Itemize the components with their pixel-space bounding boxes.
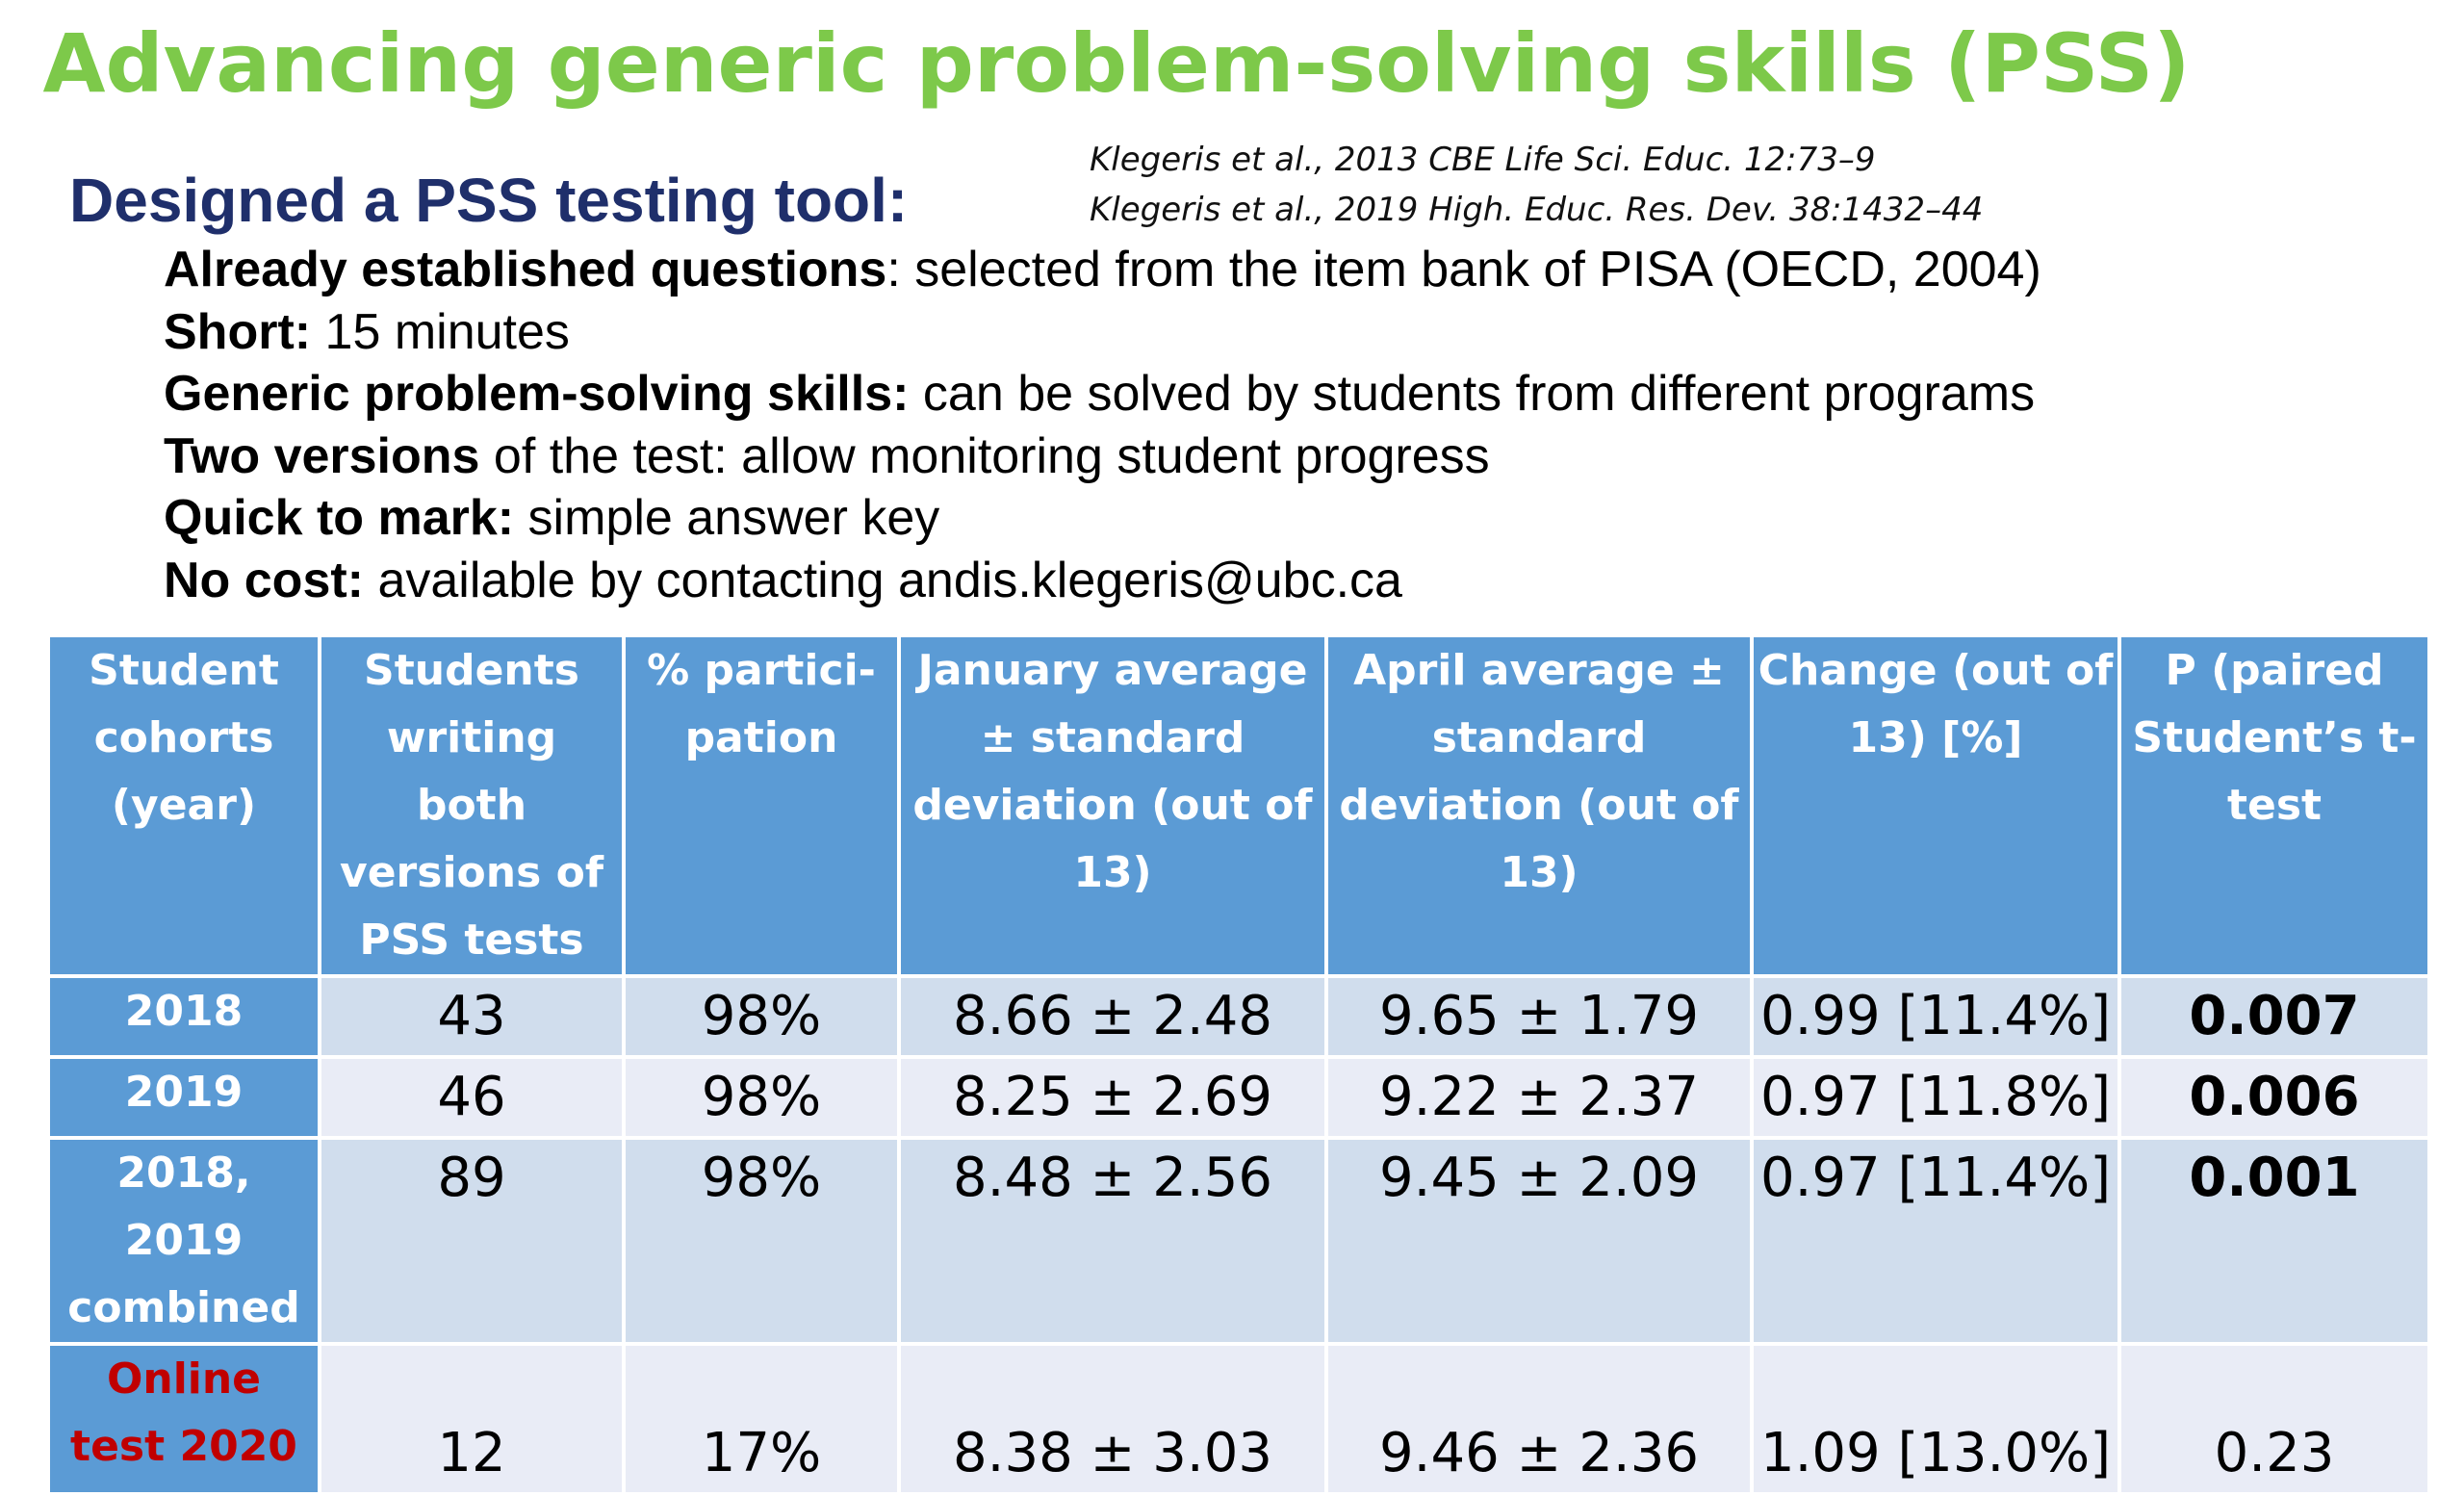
cohort-cell: 2018, 2019 combined bbox=[48, 1138, 320, 1344]
header-students: Students writing both versions of PSS tests bbox=[320, 635, 624, 976]
p-value-cell: 0.23 bbox=[2119, 1344, 2429, 1494]
cohort-cell: 2018 bbox=[48, 976, 320, 1057]
feature-label: Quick to mark: bbox=[164, 490, 515, 546]
change-cell: 0.97 [11.8%] bbox=[1752, 1057, 2119, 1138]
participation-cell: 98% bbox=[624, 1057, 899, 1138]
table-row bbox=[48, 1057, 2429, 1138]
feature-item bbox=[164, 239, 2041, 301]
participation-cell: 98% bbox=[624, 1138, 899, 1344]
feature-item bbox=[164, 363, 2041, 426]
cohort-cell-online: Online test 2020 bbox=[48, 1344, 320, 1494]
reference-2: Klegeris et al., 2019 High. Educ. Res. Dev. 38:1432–44 bbox=[1090, 191, 1984, 229]
april-cell: 9.45 ± 2.09 bbox=[1326, 1138, 1752, 1344]
table-row bbox=[48, 1344, 2429, 1494]
feature-label: Already established questions bbox=[164, 242, 887, 297]
feature-label: Short: bbox=[164, 303, 312, 360]
january-cell: 8.38 ± 3.03 bbox=[899, 1344, 1326, 1494]
students-cell: 12 bbox=[320, 1344, 624, 1494]
table-row bbox=[48, 1138, 2429, 1344]
feature-item bbox=[164, 426, 2041, 488]
april-cell: 9.65 ± 1.79 bbox=[1326, 976, 1752, 1057]
table-header-row bbox=[48, 635, 2429, 976]
participation-cell: 17% bbox=[624, 1344, 899, 1494]
references bbox=[1090, 135, 1983, 235]
p-value-cell: 0.006 bbox=[2119, 1057, 2429, 1138]
change-cell: 1.09 [13.0%] bbox=[1752, 1344, 2119, 1494]
table-row bbox=[48, 976, 2429, 1057]
header-participation: % partici-pation bbox=[624, 635, 899, 976]
results-table bbox=[46, 633, 2431, 1496]
april-cell: 9.22 ± 2.37 bbox=[1326, 1057, 1752, 1138]
feature-list bbox=[164, 239, 2041, 611]
feature-text: : selected from the item bank of PISA (OECD, 2004) bbox=[886, 242, 2041, 297]
p-value-cell: 0.007 bbox=[2119, 976, 2429, 1057]
header-cohort: Student cohorts (year) bbox=[48, 635, 320, 976]
feature-label: Two versions bbox=[164, 427, 480, 484]
feature-text: of the test: allow monitoring student progress bbox=[479, 427, 1490, 484]
p-value-cell: 0.001 bbox=[2119, 1138, 2429, 1344]
slide-title: Advancing generic problem-solving skills (PSS) bbox=[42, 16, 2191, 111]
cohort-cell: 2019 bbox=[48, 1057, 320, 1138]
january-cell: 8.48 ± 2.56 bbox=[899, 1138, 1326, 1344]
participation-cell: 98% bbox=[624, 976, 899, 1057]
feature-text: can be solved by students from different programs bbox=[909, 366, 2036, 422]
change-cell: 0.97 [11.4%] bbox=[1752, 1138, 2119, 1344]
april-cell: 9.46 ± 2.36 bbox=[1326, 1344, 1752, 1494]
students-cell: 46 bbox=[320, 1057, 624, 1138]
feature-item bbox=[164, 487, 2041, 550]
students-cell: 43 bbox=[320, 976, 624, 1057]
feature-item bbox=[164, 301, 2041, 364]
header-january: January average ± standard deviation (out of 13) bbox=[899, 635, 1326, 976]
feature-text: available by contacting andis.klegeris@ubc.ca bbox=[364, 552, 1402, 608]
feature-label: Generic problem-solving skills: bbox=[164, 366, 910, 422]
change-cell: 0.99 [11.4%] bbox=[1752, 976, 2119, 1057]
feature-label: No cost: bbox=[164, 552, 364, 608]
feature-text: simple answer key bbox=[514, 490, 940, 546]
january-cell: 8.66 ± 2.48 bbox=[899, 976, 1326, 1057]
january-cell: 8.25 ± 2.69 bbox=[899, 1057, 1326, 1138]
header-change: Change (out of 13) [%] bbox=[1752, 635, 2119, 976]
feature-text: 15 minutes bbox=[311, 303, 570, 360]
header-p-value: P (paired Student’s t-test bbox=[2119, 635, 2429, 976]
reference-1: Klegeris et al., 2013 CBE Life Sci. Educ. 12:73–9 bbox=[1090, 141, 1876, 179]
feature-item bbox=[164, 550, 2041, 612]
section-heading: Designed a PSS testing tool: bbox=[69, 166, 909, 235]
header-april: April average ± standard deviation (out of 13) bbox=[1326, 635, 1752, 976]
students-cell: 89 bbox=[320, 1138, 624, 1344]
